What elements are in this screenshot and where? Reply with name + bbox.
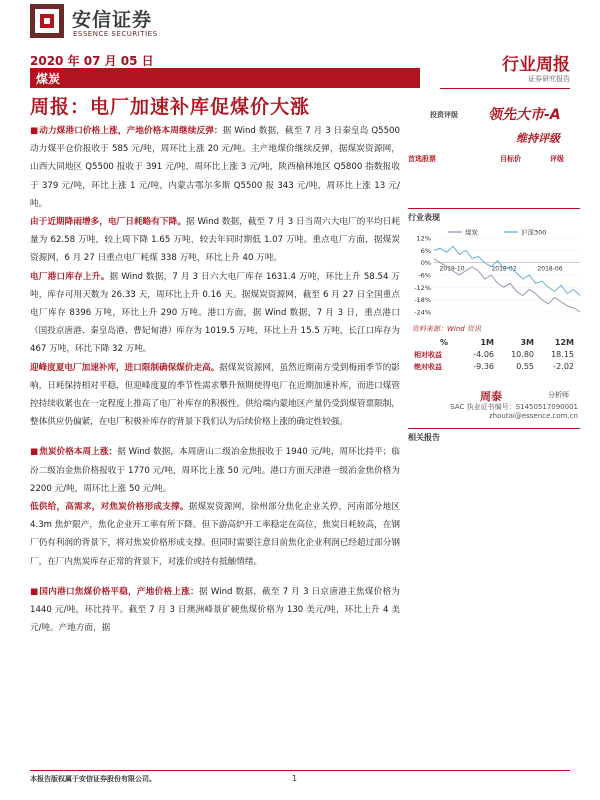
report-subtitle: 证券研究报告 bbox=[528, 75, 570, 83]
y-tick-label: -6% bbox=[418, 271, 431, 280]
analyst-email: zhoutai@essence.com.cn bbox=[489, 412, 578, 420]
page-title: 周报：电厂加速补库促煤价大涨 bbox=[30, 96, 311, 118]
paragraph-text: 据 Wind 数据，7 月 3 日六大电厂库存 1631.4 万吨，环比上升 58.54 万吨，库存可用天数为 26.33 天，周环比上升 0.16 天。据煤炭资源网，截至 6 月 27 日全国重点电厂库存 8396 万吨，环比上升 290 万吨。港口方面，据 Wind 数据，7 月 3 日，重点港口（国投京唐港、秦皇岛港、曹妃甸港）库存为 1019.5 万吨，环比上升 15.5 万吨，长江口库存为 467 万吨，环比下降 32 万吨。 bbox=[30, 271, 400, 355]
report-body bbox=[30, 122, 400, 637]
paragraph-heading: ■ 国内港口焦煤价格平稳，产地价格上涨： bbox=[30, 587, 199, 597]
logo-mark-icon bbox=[30, 4, 64, 38]
perf-header-cell: 1M bbox=[480, 338, 494, 347]
body-paragraph bbox=[30, 213, 400, 268]
paragraph-gap bbox=[30, 571, 400, 583]
body-paragraph bbox=[30, 498, 400, 571]
perf-header-row bbox=[408, 338, 578, 350]
perf-cell: 10.80 bbox=[511, 350, 534, 359]
paragraph-text: 据煤炭资源网，徐州部分焦化企业关停，河南部分地区 4.3m 焦炉限产，焦化企业开工率有所下降。但下游高炉开工率稳定在高位，焦炭日耗较高，在钢厂仍有利润的背景下，将对焦炭价格形成支撑。但同时需要注意目前焦化企业利润已经超过部分钢厂，在厂内焦炭库存正常的背景下，对涨价或持有抵触情绪。 bbox=[30, 502, 400, 567]
paragraph-text: 据 Wind 数据，本周唐山二级冶金焦报收于 1940 元/吨，周环比持平；临汾二级冶金焦价格报收于 1770 元/吨，周环比上涨 50 元/吨。港口方面天津港一级冶金焦价格为 2200 元/吨，周环比上涨 50 元/吨。 bbox=[30, 447, 401, 494]
perf-header-cell: 3M bbox=[520, 338, 534, 347]
industry-performance-chart bbox=[408, 226, 586, 326]
paragraph-gap bbox=[30, 431, 400, 443]
paragraph-heading: 低供给，高需求，对焦炭价格形成支撑。 bbox=[30, 502, 189, 513]
industry-label: 煤炭 bbox=[36, 72, 61, 86]
logo-text: 安信证券 bbox=[72, 9, 153, 31]
perf-cell: -4.06 bbox=[473, 350, 494, 359]
col-stock: 首选股票 bbox=[408, 155, 436, 163]
perf-header-cell: 12M bbox=[554, 338, 574, 347]
body-paragraph bbox=[30, 359, 400, 432]
rating-value: 领先大市-A bbox=[488, 107, 561, 123]
perf-section-title: 行业表现 bbox=[408, 208, 580, 223]
report-date: 2020 年 07 月 05 日 bbox=[30, 54, 154, 68]
report-type: 行业周报 bbox=[502, 55, 570, 75]
legend-label: 沪深300 bbox=[521, 228, 547, 237]
col-rating: 评级 bbox=[550, 155, 564, 163]
performance-table bbox=[408, 338, 578, 374]
paragraph-text: 据 Wind 数据，截至 7 月 3 日秦皇岛 Q5500 动力煤平仓价报收于 585 元/吨，周环比上涨 20 元/吨。主产地煤价继续反弹，据煤炭资源网，山西大同地区 Q5500 报收于 391 元/吨，周环比上涨 3 元/吨，陕西榆林地区 Q5800 指数报收于 379 元/吨，环比上涨 1 元/吨，内蒙古鄂尔多斯 Q5500 报 343 元/吨，周环比上涨 13 元/吨。 bbox=[30, 126, 400, 209]
perf-cell: 18.15 bbox=[551, 350, 574, 359]
y-tick-label: -12% bbox=[414, 283, 431, 292]
analyst-sac: SAC 执业证书编号：S1450517090001 bbox=[450, 403, 578, 411]
body-paragraph bbox=[30, 583, 400, 638]
footer-disclaimer: 本报告版权属于安信证券股份有限公司。 bbox=[30, 775, 156, 783]
rating-action: 维持评级 bbox=[516, 132, 560, 145]
company-logo bbox=[30, 2, 190, 48]
perf-row bbox=[408, 350, 578, 362]
perf-cell: -9.36 bbox=[473, 362, 494, 371]
col-target: 目标价 bbox=[500, 155, 521, 163]
paragraph-text: 据煤炭资源网，虽然近期南方受到梅雨季节的影响，日耗保持相对平稳，但迎峰度夏的季节性需求攀升预期使得电厂在近期加速补库，而进口煤管控持续收紧也在一定程度上推高了电厂补库存的积极性。供给端内蒙地区产量仍受到煤管票限制，整体供应仍偏紧，在电厂积极补库存的背景下我们认为后续价格上涨的确定性较强。 bbox=[30, 362, 400, 428]
body-paragraph bbox=[30, 443, 400, 498]
legend-label: 煤炭 bbox=[465, 228, 478, 237]
related-reports-title: 相关报告 bbox=[408, 428, 580, 443]
paragraph-heading: ■ 动力煤港口价格上涨，产地价格本周继续反弹： bbox=[30, 126, 223, 136]
perf-row-label: 绝对收益 bbox=[414, 363, 442, 371]
paragraph-heading: 电厂港口库存上升。 bbox=[30, 271, 110, 282]
y-tick-label: -18% bbox=[414, 296, 431, 305]
x-tick-label: 2018-02 bbox=[491, 265, 517, 273]
x-tick-label: 2018-06 bbox=[537, 265, 563, 273]
perf-row bbox=[408, 362, 578, 374]
rating-label: 投资评级 bbox=[430, 111, 458, 119]
perf-row-label: 相对收益 bbox=[414, 351, 442, 359]
perf-cell: -2.02 bbox=[553, 362, 574, 371]
paragraph-text: 据 Wind 数据，截至 7 月 3 日京唐港主焦煤价格为 1440 元/吨，环比持平。截至 7 月 3 日澳洲峰景矿硬焦煤价格为 130 美元/吨，环比上升 4 美元/吨。产地方面，据 bbox=[30, 586, 400, 634]
paragraph-heading: ■ 焦炭价格本周上涨： bbox=[30, 447, 117, 457]
y-tick-label: 12% bbox=[416, 234, 431, 243]
header-divider bbox=[440, 88, 570, 89]
paragraph-text: 据 Wind 数据，截至 7 月 3 日当周六大电厂的平均日耗量为 62.58 万吨，较上周下降 1.65 万吨，较去年同时期低 1.07 万吨。重点电厂方面，据煤炭资源网，6 月 27 日重点电厂耗煤 338 万吨，环比上升 40 万吨。 bbox=[30, 217, 400, 264]
footer-divider bbox=[30, 770, 570, 771]
sidebar bbox=[408, 100, 580, 442]
body-paragraph bbox=[30, 122, 400, 213]
body-paragraph bbox=[30, 268, 400, 359]
perf-header-cell: % bbox=[439, 338, 448, 347]
x-tick-label: 2019-10 bbox=[439, 265, 465, 273]
rating-block bbox=[408, 100, 580, 122]
y-tick-label: 0% bbox=[420, 259, 431, 268]
chart-source: 资料来源：Wind 资讯 bbox=[412, 325, 481, 333]
y-tick-label: -24% bbox=[414, 308, 431, 317]
analyst-name: 周泰 bbox=[480, 390, 502, 403]
industry-bar bbox=[30, 68, 420, 88]
page-number: 1 bbox=[292, 774, 298, 783]
logo-english: ESSENCE SECURITIES bbox=[73, 30, 158, 38]
perf-cell: 0.55 bbox=[516, 362, 534, 371]
paragraph-heading: 迎峰度夏电厂加速补库，进口限制确保煤价走高。 bbox=[30, 362, 220, 373]
analyst-role: 分析师 bbox=[548, 391, 569, 399]
paragraph-heading: 由于近期降雨增多，电厂日耗略有下降。 bbox=[30, 217, 187, 228]
y-tick-label: 6% bbox=[420, 246, 431, 255]
